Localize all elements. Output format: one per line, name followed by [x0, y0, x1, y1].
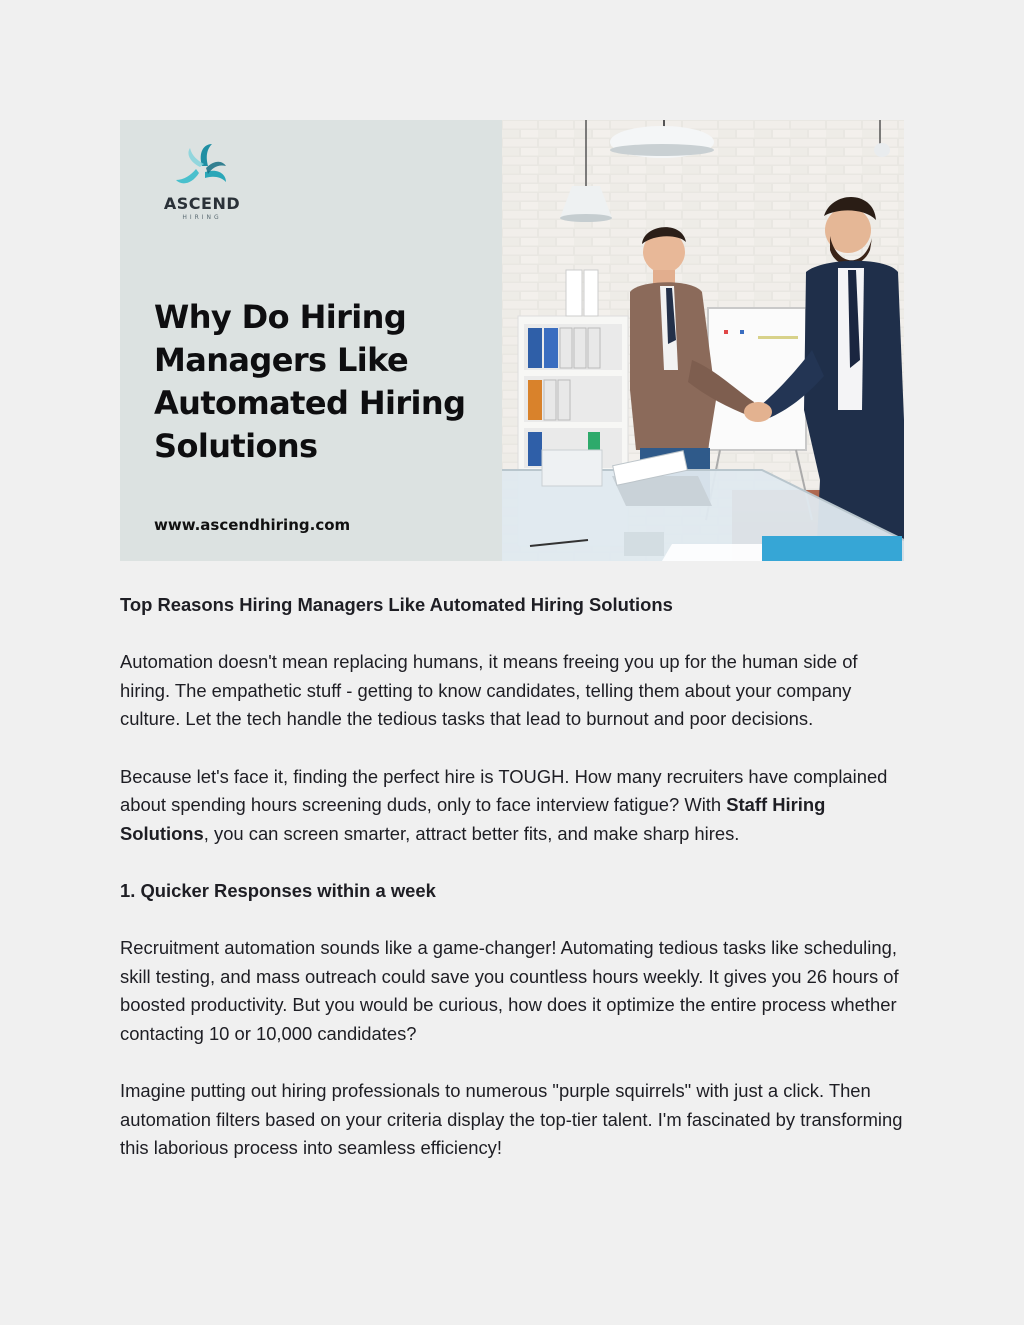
section-heading-quicker-responses: 1. Quicker Responses within a week	[120, 879, 436, 901]
paragraph-purple-squirrels: Imagine putting out hiring professionals to numerous "purple squirrels" with just a click. Then automation filters based on your criteria display the top-tier talent. I'm fascinated by transforming this laborious process into seamless efficiency!	[120, 1080, 903, 1159]
article-heading: Top Reasons Hiring Managers Like Automated Hiring Solutions	[120, 594, 673, 615]
paragraph-tough-hire	[120, 763, 910, 849]
paragraph-text: Because let's face it, finding the perfect hire is TOUGH. How many recruiters have complained about spending hours screening duds, only to face interview fatigue? With	[120, 765, 888, 816]
banner-text-panel	[120, 120, 502, 561]
banner-website-url: www.ascendhiring.com	[154, 516, 351, 534]
ascend-hiring-logo	[163, 140, 241, 221]
banner-title	[154, 296, 484, 468]
logo-wordmark: ASCEND	[163, 194, 241, 213]
swirl-logo-icon	[171, 140, 233, 196]
paragraph-text: , you can screen smarter, attract better fits, and make sharp hires.	[203, 822, 740, 844]
handshake-photo-illustration	[502, 120, 904, 561]
paragraph-recruitment-automation: Recruitment automation sounds like a game-changer! Automating tedious tasks like scheduling, skill testing, and mass outreach could save you countless hours weekly. It gives you 26 hours of boosted productivity. But you would be curious, how does it optimize the entire process whether contacting 10 or 10,000 candidates?	[120, 937, 899, 1044]
banner-title-line: Why Do Hiring	[154, 298, 407, 336]
staff-hiring-solutions-bold: Staff Hiring Solutions	[120, 794, 826, 844]
handshake-office-photo	[502, 120, 904, 561]
hero-banner	[120, 120, 904, 561]
banner-title-line: Solutions	[154, 427, 318, 465]
article-body	[120, 591, 910, 1191]
paragraph-intro: Automation doesn't mean replacing humans, it means freeing you up for the human side of hiring. The empathetic stuff - getting to know candidates, telling them about your company culture. Let the tech handle the tedious tasks that lead to burnout and poor decisions.	[120, 651, 858, 730]
banner-title-line: Managers Like	[154, 341, 409, 379]
logo-subtitle: HIRING	[182, 214, 222, 221]
banner-title-line: Automated Hiring	[154, 384, 466, 422]
